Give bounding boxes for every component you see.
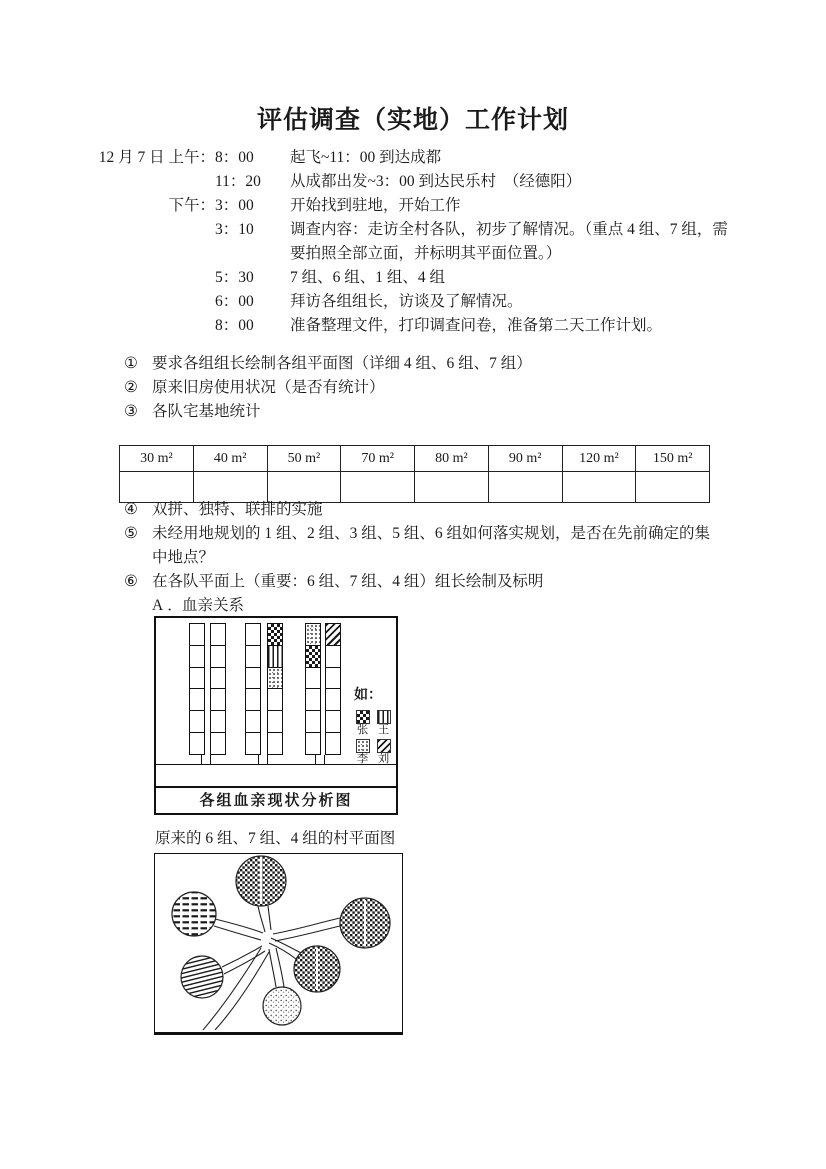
list-item [124,522,716,570]
schedule-time: 5：30 [215,269,254,286]
schedule-row [95,146,755,170]
bar-segment [246,668,260,690]
schedule-task: 7 组、6 组、1 组、4 组 [290,269,446,286]
bar-segment [326,711,340,733]
item-marker: ④ [124,501,138,518]
bar-segment [211,668,225,690]
bar-segment [306,668,320,690]
schedule-row [95,266,755,290]
bar-segment [190,624,204,646]
bar-segment [246,733,260,754]
bar-segment [268,624,282,646]
table-header-cell: 120 m² [562,446,636,472]
pattern-swatch-wang [377,710,391,724]
schedule-time: 6：00 [215,293,254,310]
bar-segment [326,646,340,668]
bar-segment [306,689,320,711]
schedule-row [95,194,755,218]
schedule-row [95,170,755,194]
legend-entry [375,739,392,766]
schedule-time: 8：00 [215,317,254,334]
table-header-cell: 50 m² [267,446,341,472]
legend-title: 如： [354,688,382,703]
sub-item-marker: A． [152,597,187,614]
schedule-prefix [95,290,215,314]
village-plan-caption: 原来的 6 组、7 组、4 组的村平面图 [155,830,396,847]
bar-segment [246,689,260,711]
bar-segment [326,733,340,754]
ground-band [156,764,396,786]
bar-segment [268,689,282,711]
list-item [124,376,724,400]
bar-segment [211,689,225,711]
bar-segment [306,733,320,754]
bar-stem [258,755,268,764]
legend-entry [354,739,371,766]
bar-segment [306,646,320,668]
bar-segment [190,689,204,711]
schedule-prefix: 12 月 7 日 上午： [98,149,215,166]
bar-segment [246,711,260,733]
bar-segment [268,733,282,754]
schedule-prefix [95,242,215,266]
bar-segment [306,711,320,733]
schedule-row [95,290,755,314]
bar-segment [306,624,320,646]
kinship-diagram-caption: 各组血亲现状分析图 [156,786,396,813]
pattern-swatch-li [356,739,370,753]
item-text: 要求各组组长绘制各组平面图（详细 4 组、6 组、7 组） [152,355,532,372]
schedule-prefix [95,266,215,290]
bar-segment [190,733,204,754]
legend-grid [354,710,396,766]
item-marker: ① [124,355,138,372]
schedule-time: 3：00 [215,197,254,214]
table-header-cell: 70 m² [341,446,415,472]
schedule-prefix: 下午： [168,197,215,214]
schedule-task: 准备整理文件，打印调查问卷，准备第二天工作计划。 [290,317,663,334]
legend-entry [375,710,392,737]
kinship-bar [267,623,283,755]
legend-label: 李 [356,753,369,765]
schedule-task: 开始找到驻地，开始工作 [290,197,461,214]
bar-segment [246,646,260,668]
bar-segment [326,668,340,690]
schedule-prefix [95,218,215,242]
hamlet-circle [172,892,216,936]
schedule-row [95,242,755,266]
sub-item-kinship [124,594,716,618]
bar-segment [190,711,204,733]
pattern-swatch-zhang [356,710,370,724]
item-text: 原来旧房使用状况（是否有统计） [152,379,385,396]
bar-segment [190,668,204,690]
hamlet-circle [263,987,301,1025]
item-text: 未经用地规划的 1 组、2 组、3 组、5 组、6 组如何落实规划，是否在先前确定的集中地点？ [152,525,711,566]
list-item [124,498,716,522]
item-text: 在各队平面上（重要：6 组、7 组、4 组）组长绘制及标明 [152,573,544,590]
table-header-row [120,446,710,472]
bar-segment [246,624,260,646]
kinship-bar [245,623,261,755]
numbered-items-before-table [124,352,724,424]
kinship-bar [189,623,205,755]
schedule-prefix [95,314,215,338]
item-marker: ⑤ [124,525,138,542]
kinship-diagram [154,616,398,815]
hamlet-circle [181,956,223,998]
schedule-task: 拜访各组组长，访谈及了解情况。 [290,293,523,310]
kinship-bar [305,623,321,755]
bar-segment [211,646,225,668]
bar-segment [211,624,225,646]
list-item [124,400,724,424]
bar-segment [326,689,340,711]
kinship-bars-area [156,618,396,764]
item-text: 各队宅基地统计 [152,403,261,420]
bar-segment [268,646,282,668]
kinship-legend [354,684,396,766]
area-statistics-table [119,445,710,503]
legend-entry [354,710,371,737]
schedule-task: 从成都出发~3：00 到达民乐村 （经德阳） [290,173,582,190]
village-plan-svg [155,854,400,1030]
item-marker: ③ [124,403,138,420]
schedule-prefix [95,170,215,194]
schedule-time: 8：00 [215,149,254,166]
schedule-task: 要拍照全部立面，并标明其平面位置。） [290,245,562,262]
schedule-time [215,242,290,266]
schedule-task: 调查内容：走访全村各队，初步了解情况。（重点 4 组、7 组，需 [290,221,728,238]
sub-item-text: 血亲关系 [182,597,245,614]
village-plan-diagram [154,853,403,1035]
item-marker: ② [124,379,138,396]
item-marker: ⑥ [124,573,138,590]
bar-segment [268,668,282,690]
schedule-row [95,314,755,338]
schedule-time: 11：20 [215,173,261,190]
table-header-cell: 40 m² [193,446,267,472]
bar-segment [326,624,340,646]
schedule-row [95,218,755,242]
pattern-swatch-liu [377,739,391,753]
list-item [124,570,716,594]
bar-stem [201,755,211,764]
table-header-cell: 30 m² [120,446,194,472]
list-item [124,352,724,376]
table-header-cell: 80 m² [415,446,489,472]
kinship-bar [210,623,226,755]
schedule-time: 3：10 [215,221,254,238]
table-header-cell: 90 m² [488,446,562,472]
page-title: 评估调查（实地）工作计划 [256,107,569,134]
table-header-cell: 150 m² [636,446,710,472]
bar-stem [315,755,325,764]
legend-label: 王 [377,724,390,736]
schedule-block [95,146,755,338]
legend-label: 刘 [377,753,390,765]
legend-label: 张 [356,724,369,736]
numbered-items-after-table [124,498,716,618]
item-text: 双拼、独特、联排的实施 [152,501,323,518]
schedule-task: 起飞~11：00 到达成都 [290,149,442,166]
bar-segment [211,733,225,754]
bar-segment [190,646,204,668]
kinship-bar [325,623,341,755]
bar-segment [268,711,282,733]
bar-segment [211,711,225,733]
